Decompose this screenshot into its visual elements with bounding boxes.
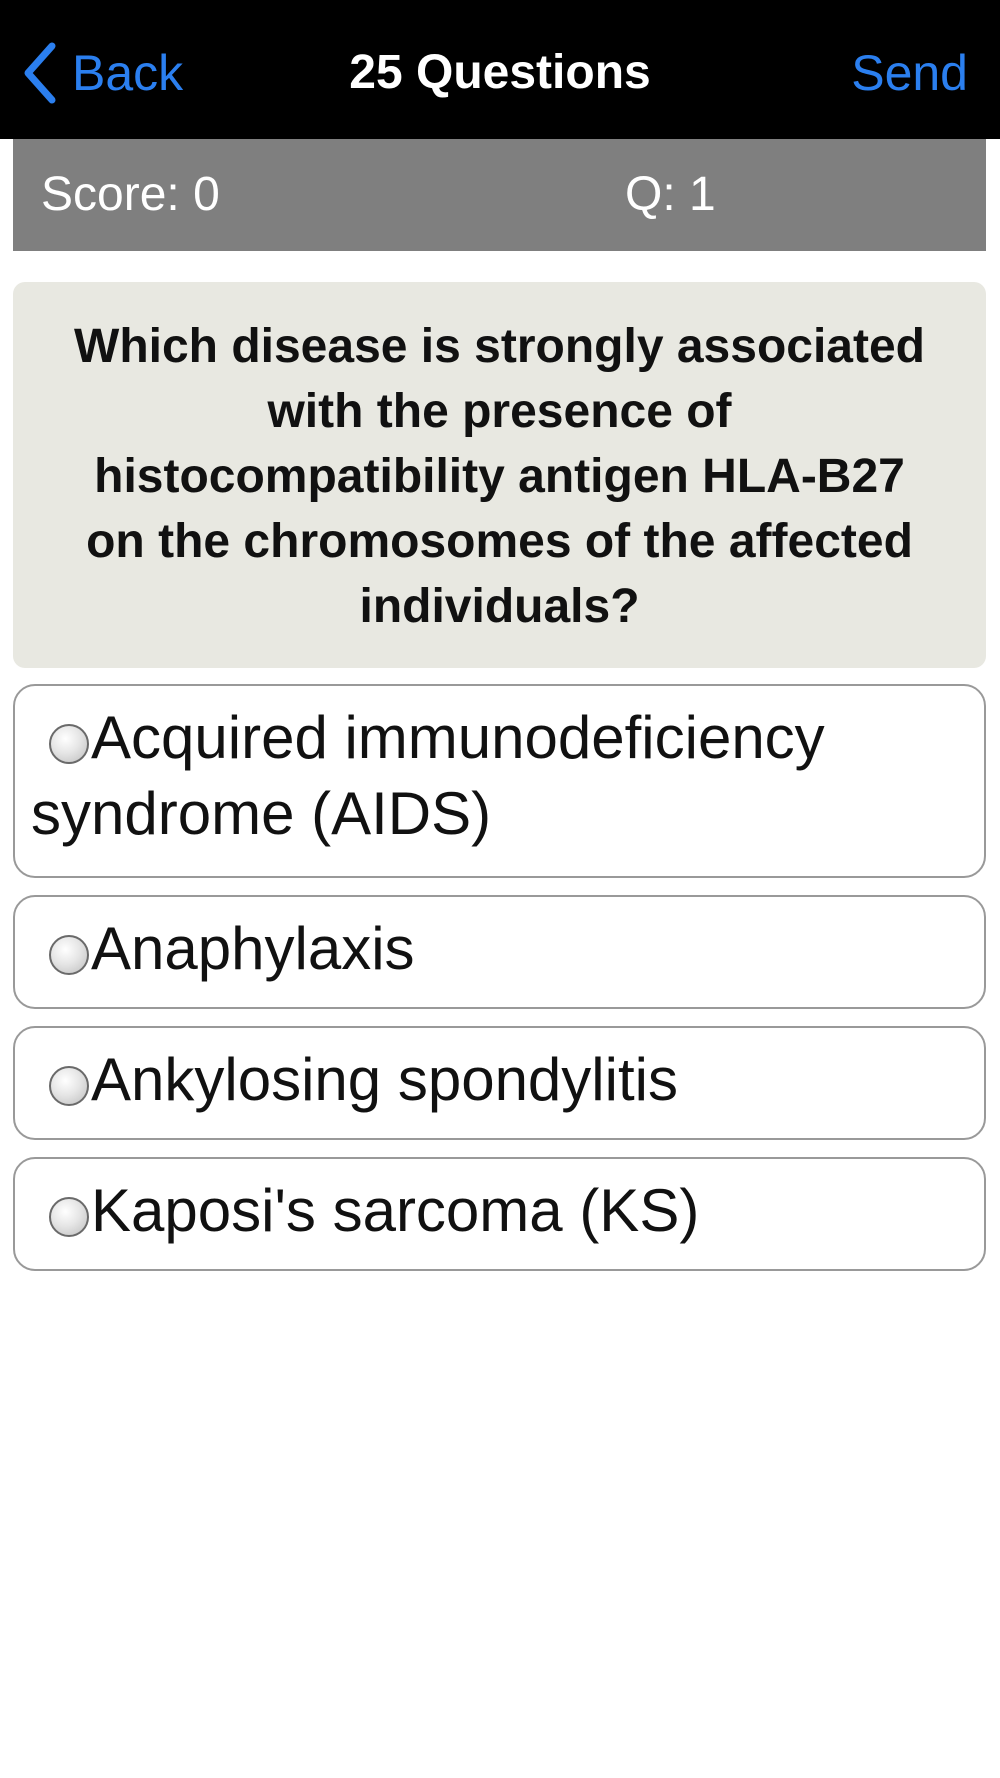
radio-button-icon[interactable] (49, 724, 89, 764)
question-panel (13, 282, 986, 668)
radio-button-icon[interactable] (49, 1066, 89, 1106)
question-text: Which disease is strongly associated with the presence of histocompatibility antigen HLA-B27 on the chromosomes of the affected individuals? (74, 320, 925, 633)
answer-option-aids[interactable] (13, 684, 986, 878)
page-title: 25 Questions (349, 46, 651, 99)
answer-option-label: Ankylosing spondylitis (91, 1046, 678, 1113)
navigation-bar (0, 0, 1000, 139)
score-bar (13, 139, 986, 251)
answer-option-anaphylaxis[interactable] (13, 895, 986, 1009)
score-label: Score: 0 (41, 168, 220, 221)
answer-option-label: Acquired immunodeficiency syndrome (AIDS) (31, 704, 825, 847)
answer-option-content (31, 915, 415, 982)
answer-option-label: Anaphylaxis (91, 915, 415, 982)
radio-button-icon[interactable] (49, 935, 89, 975)
back-label: Back (72, 45, 184, 101)
answer-option-kaposis-sarcoma[interactable] (13, 1157, 986, 1271)
answer-option-ankylosing-spondylitis[interactable] (13, 1026, 986, 1140)
question-number-label: Q: 1 (625, 168, 716, 221)
answer-option-label: Kaposi's sarcoma (KS) (91, 1177, 700, 1244)
send-button[interactable]: Send (851, 45, 968, 101)
answer-option-content (31, 1046, 678, 1113)
answer-option-content (31, 1177, 699, 1244)
radio-button-icon[interactable] (49, 1197, 89, 1237)
answer-option-content (31, 704, 825, 847)
